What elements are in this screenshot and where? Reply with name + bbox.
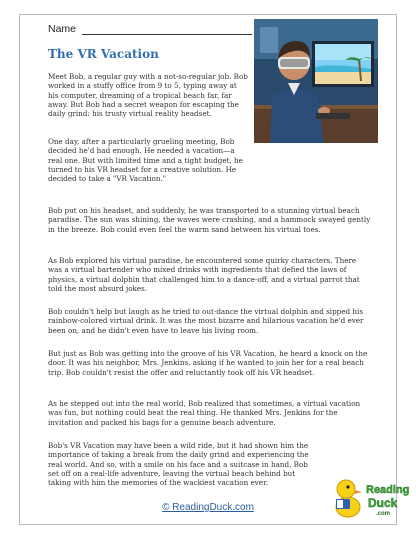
- name-label: Name: [48, 23, 77, 35]
- logo-text-reading: Reading: [366, 484, 410, 496]
- story-title: The VR Vacation: [48, 47, 159, 61]
- paragraph-1: Meet Bob, a regular guy with a not-so-regular job. Bob worked in a stuffy office from 9 to 5, typing away at his computer, dreaming of a tropical beach far, far away. But Bob had a secret weapon for escaping the daily grind: his trusty virtual reality headset.: [48, 72, 248, 119]
- name-write-line[interactable]: [82, 23, 252, 35]
- name-field-row: [48, 23, 252, 35]
- reading-duck-link[interactable]: © ReadingDuck.com: [162, 502, 254, 513]
- paragraph-7: As he stepped out into the real world, Bob realized that sometimes, a virtual vacation was fun, but nothing could beat the real thing. He thanked Mrs. Jenkins for the invitation and packed his bags for a genuine beach adventure.: [48, 399, 361, 427]
- logo-text-domain: .com: [376, 511, 391, 517]
- paragraph-6: But just as Bob was getting into the groove of his VR Vacation, he heard a knock on the door. It was his neighbor, Mrs. Jenkins, asking if he wanted to join her for a real beach trip. Bob couldn't resist the offer and reluctantly took off his VR headset.: [48, 349, 368, 377]
- worksheet-page: [19, 14, 410, 525]
- reading-duck-logo: [330, 463, 410, 523]
- paragraph-4: As Bob explored his virtual paradise, he encountered some quirky characters. There was a virtual bartender who mixed drinks with ingredients that defied the laws of physics, a virtual dolphin that challenged him to a dance-off, and a virtual parrot that told the most absurd jokes.: [48, 256, 360, 293]
- vr-office-illustration: [254, 19, 378, 143]
- paragraph-8: Bob's VR Vacation may have been a wild ride, but it had shown him the importance of taking a break from the daily grind and experiencing the real world. And so, with a smile on his face and a suitcase in hand, Bob set off on a real-life adventure, leaving the virtual beach behind but taking with him the memories of the wackiest vacation ever.: [48, 441, 309, 488]
- paragraph-5: Bob couldn't help but laugh as he tried to out-dance the virtual dolphin and sipped his rainbow-colored virtual drink. It was the most bizarre and hilarious vacation he'd ever been on, and he didn't even have to leave his living room.: [48, 307, 364, 335]
- logo-text-duck: Duck: [368, 496, 398, 510]
- paragraph-2: One day, after a particularly grueling meeting, Bob decided he'd had enough. He needed a vacation—a real one. But with limited time and a tight budget, he turned to his VR headset for a creative solution. He decided to take a "VR Vacation.": [48, 137, 243, 184]
- paragraph-3: Bob put on his headset, and suddenly, he was transported to a stunning virtual beach paradise. The sun was shining, the waves were crashing, and a hammock swayed gently in the breeze. Bob could even feel the warm sand between his virtual toes.: [48, 206, 371, 234]
